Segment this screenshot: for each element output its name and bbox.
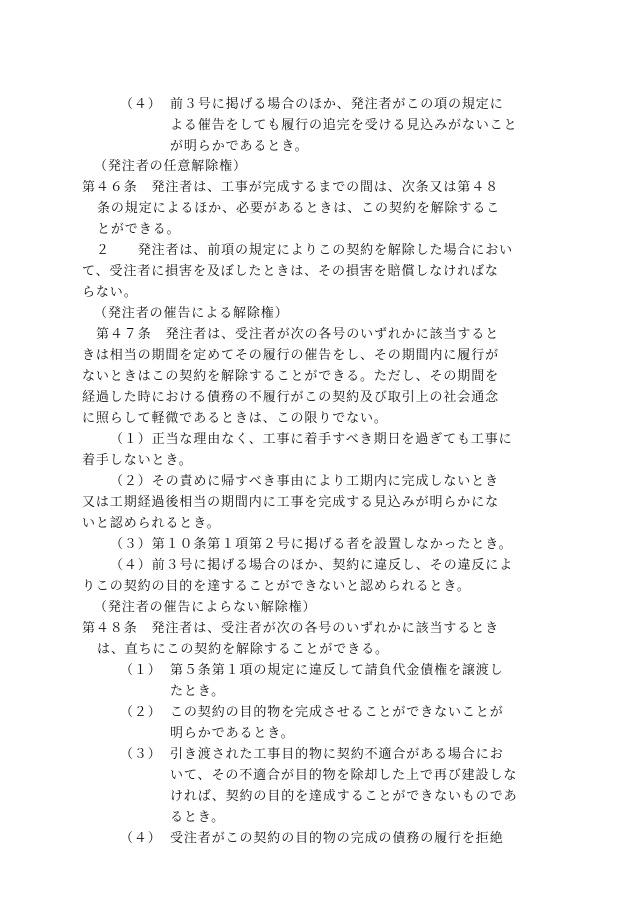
item-text-line: 第５条第１項の規定に違反して請負代金債権を譲渡し <box>170 663 504 678</box>
section-heading: （発注者の任意解除権） <box>94 159 247 174</box>
article-text-line: 第４７条 発注者は、受注者が次の各号のいずれかに該当すると <box>96 327 500 342</box>
paragraph-text-line: て、受注者に損害を及ぼしたときは、その損害を賠償しなければな <box>82 264 499 279</box>
paragraph-text-line: らない。 <box>82 285 138 300</box>
item-number: （３） <box>120 747 162 762</box>
item-text-line: 着手しないとき。 <box>82 453 193 468</box>
article-47-item-3: （３）第１０条第１項第２号に掲げる者を設置しなかったとき。 <box>110 537 513 552</box>
item-text-line: るとき。 <box>170 810 226 825</box>
item-text-line: 前３号に掲げる場合のほか、発注者がこの項の規定に <box>170 97 504 112</box>
item-number: （４） <box>120 97 162 112</box>
section-heading: （発注者の催告による解除権） <box>94 306 289 321</box>
item-text-line: 又は工期経過後相当の期間内に工事を完成する見込みが明らかにな <box>82 495 500 510</box>
article-text-line: 第４８条 発注者は、受注者が次の各号のいずれかに該当するとき <box>82 621 500 636</box>
article-text-line: きは相当の期間を定めてその履行の催告をし、その期間内に履行が <box>82 348 500 363</box>
item-text-line: たとき。 <box>170 684 226 699</box>
item-text-line: 引き渡された工事目的物に契約不適合がある場合にお <box>170 747 504 762</box>
item-text-line: （４）前３号に掲げる場合のほか、契約に違反し、その違反によ <box>110 558 514 573</box>
article-text-line: ないときはこの契約を解除することができる。ただし、その期間を <box>82 369 500 384</box>
item-number: （２） <box>120 705 162 720</box>
article-text-line: に照らして軽微であるときは、この限りでない。 <box>82 411 388 426</box>
item-text-line: 受注者がこの契約の目的物の完成の債務の履行を拒絶 <box>170 831 504 846</box>
article-text-line: 第４６条 発注者は、工事が完成するまでの間は、次条又は第４８ <box>82 180 500 195</box>
paragraph-text-line: ２ 発注者は、前項の規定によりこの契約を解除した場合におい <box>96 243 514 258</box>
article-text-line: は、直ちにこの契約を解除することができる。 <box>97 642 389 657</box>
item-text-line: が明らかであるとき。 <box>170 139 309 154</box>
item-text-line: ければ、契約の目的を達成することができないものであ <box>170 789 518 804</box>
article-text-line: 経過した時における債務の不履行がこの契約及び取引上の社会通念 <box>82 390 500 405</box>
article-text-line: とができる。 <box>97 222 181 237</box>
item-text-line: （１）正当な理由なく、工事に着手すべき期日を過ぎても工事に <box>110 432 513 447</box>
item-text-line: この契約の目的物を完成させることができないことが <box>170 705 504 720</box>
item-text-line: いて、その不適合が目的物を除却した上で再び建設しな <box>170 768 518 783</box>
item-text-line: よる催告をしても履行の追完を受ける見込みがないこと <box>170 118 518 133</box>
item-text-line: りこの契約の目的を達することができないと認められるとき。 <box>82 579 471 594</box>
item-number: （１） <box>120 663 162 678</box>
item-text-line: 明らかであるとき。 <box>170 726 295 741</box>
section-heading: （発注者の催告によらない解除権） <box>94 600 317 615</box>
item-number: （４） <box>120 831 162 846</box>
item-text-line: いと認められるとき。 <box>82 516 221 531</box>
article-text-line: 条の規定によるほか、必要があるときは、この契約を解除するこ <box>97 201 501 216</box>
item-text-line: （２）その責めに帰すべき事由により工期内に完成しないとき <box>110 474 499 489</box>
